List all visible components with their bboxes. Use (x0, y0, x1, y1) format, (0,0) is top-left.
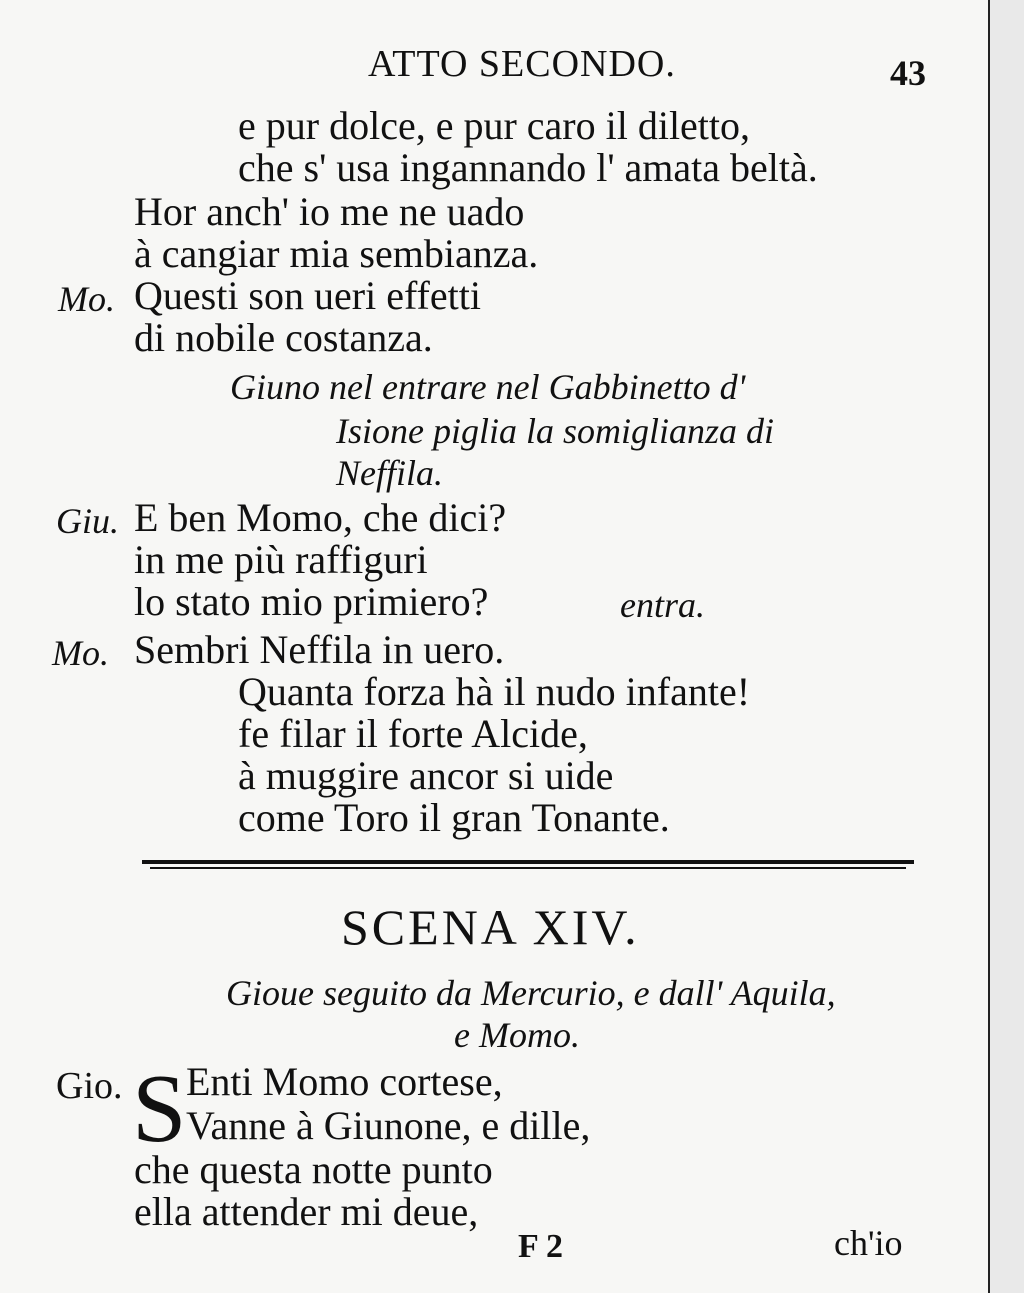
speaker-label: Giu. (56, 501, 119, 541)
stage-direction: Gioue seguito da Mercurio, e dall' Aquila, (226, 973, 836, 1013)
stage-aside: entra. (620, 585, 705, 625)
scene-divider (142, 860, 914, 864)
verse-line: Sembri Neffila in uero. (134, 627, 505, 672)
stage-direction: Neffila. (336, 453, 443, 493)
verse-line: e pur dolce, e pur caro il diletto, (238, 103, 751, 148)
verse-line: ella attender mi deue, (134, 1189, 479, 1234)
stage-direction: e Momo. (454, 1015, 580, 1055)
verse-line: Quanta forza hà il nudo infante! (238, 669, 751, 714)
verse-line: fe filar il forte Alcide, (238, 711, 588, 756)
speaker-label: Mo. (52, 633, 109, 673)
verse-line: Vanne à Giunone, e dille, (186, 1103, 591, 1148)
page-number: 43 (890, 53, 926, 93)
catchword: ch'io (834, 1223, 903, 1263)
verse-line: Questi son ueri effetti (134, 273, 481, 318)
verse-line: E ben Momo, che dici? (134, 495, 507, 540)
scene-divider-thin (150, 867, 906, 869)
verse-line: lo stato mio primiero? (134, 579, 489, 624)
scene-title: SCENA XIV. (341, 899, 640, 955)
drop-cap: S (132, 1055, 187, 1163)
speaker-label: Mo. (58, 279, 115, 319)
speaker-label: Gio. (56, 1065, 123, 1107)
verse-line: che questa notte punto (134, 1147, 493, 1192)
verse-line: come Toro il gran Tonante. (238, 795, 670, 840)
stage-direction: Giuno nel entrare nel Gabbinetto d' (230, 367, 746, 407)
verse-line: che s' usa ingannando l' amata beltà. (238, 145, 818, 190)
running-header: ATTO SECONDO. (368, 43, 676, 85)
verse-line: à cangiar mia sembianza. (134, 231, 539, 276)
verse-line: Enti Momo cortese, (186, 1059, 503, 1104)
signature-mark: F 2 (518, 1228, 564, 1265)
stage-direction: Isione piglia la somiglianza di (336, 411, 775, 451)
verse-line: in me più raffiguri (134, 537, 428, 582)
verse-line: di nobile costanza. (134, 315, 433, 360)
verse-line: à muggire ancor si uide (238, 753, 614, 798)
verse-line: Hor anch' io me ne uado (134, 189, 525, 234)
